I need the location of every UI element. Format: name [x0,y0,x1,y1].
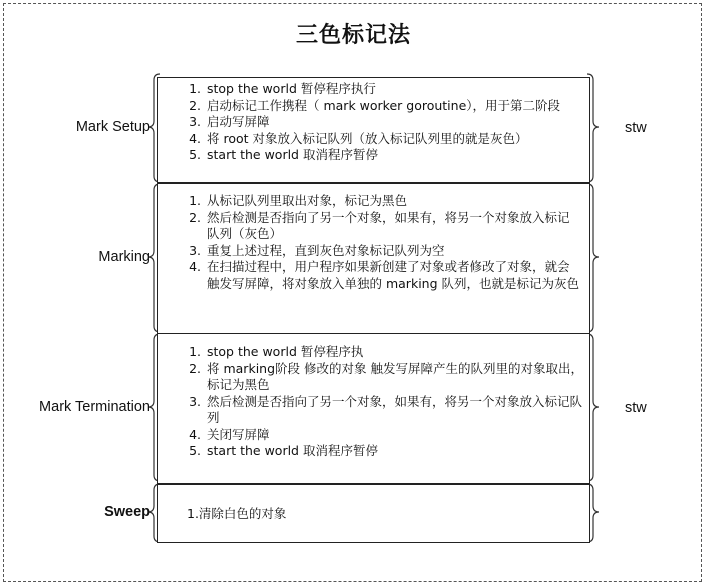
step-item: 2. 然后检测是否指向了另一个对象，如果有，将另一个对象放入标记队列（灰色） [205,210,581,243]
phase-box-mark-setup [157,77,590,183]
stw-label-mark-setup: stw [625,120,647,136]
phase-box-mark-termination [157,333,590,484]
mark-termination-steps [158,344,589,460]
step-item: 4. 在扫描过程中，用户程序如果新创建了对象或者修改了对象，就会触发写屏障，将对象放入单独的 marking 队列，也就是标记为灰色 [205,259,581,292]
sweep-step: 1.清除白色的对象 [187,506,287,521]
step-item: 2. 启动标记工作携程（ mark worker goroutine），用于第二阶段 [205,98,589,115]
phase-label-sweep: Sweep [104,504,150,520]
step-item: 3. 然后检测是否指向了另一个对象，如果有，将另一个对象放入标记队列 [205,394,583,427]
step-item: 4. 关闭写屏障 [205,427,583,444]
step-item: 1. stop the world 暂停程序执 [205,344,583,361]
step-item: 1. stop the world 暂停程序执行 [205,81,589,98]
phase-box-sweep [157,484,590,543]
step-item: 4. 将 root 对象放入标记队列（放入标记队列里的就是灰色） [205,131,589,148]
diagram-title: 三色标记法 [295,23,411,48]
marking-steps [158,193,589,292]
step-item: 5. start the world 取消程序暂停 [205,147,589,164]
phase-label-marking: Marking [98,249,150,265]
mark-setup-steps [158,81,589,164]
step-item: 3. 重复上述过程，直到灰色对象标记队列为空 [205,243,581,260]
step-item: 5. start the world 取消程序暂停 [205,443,583,460]
phase-label-mark-termination: Mark Termination [39,399,150,415]
step-item: 3. 启动写屏障 [205,114,589,131]
stw-label-mark-termination: stw [625,400,647,416]
phase-box-marking [157,183,590,334]
step-item: 1. 从标记队列里取出对象，标记为黑色 [205,193,581,210]
step-item: 2. 将 marking阶段 修改的对象 触发写屏障产生的队列里的对象取出，标记为黑色 [205,361,583,394]
phase-label-mark-setup: Mark Setup [75,119,150,135]
